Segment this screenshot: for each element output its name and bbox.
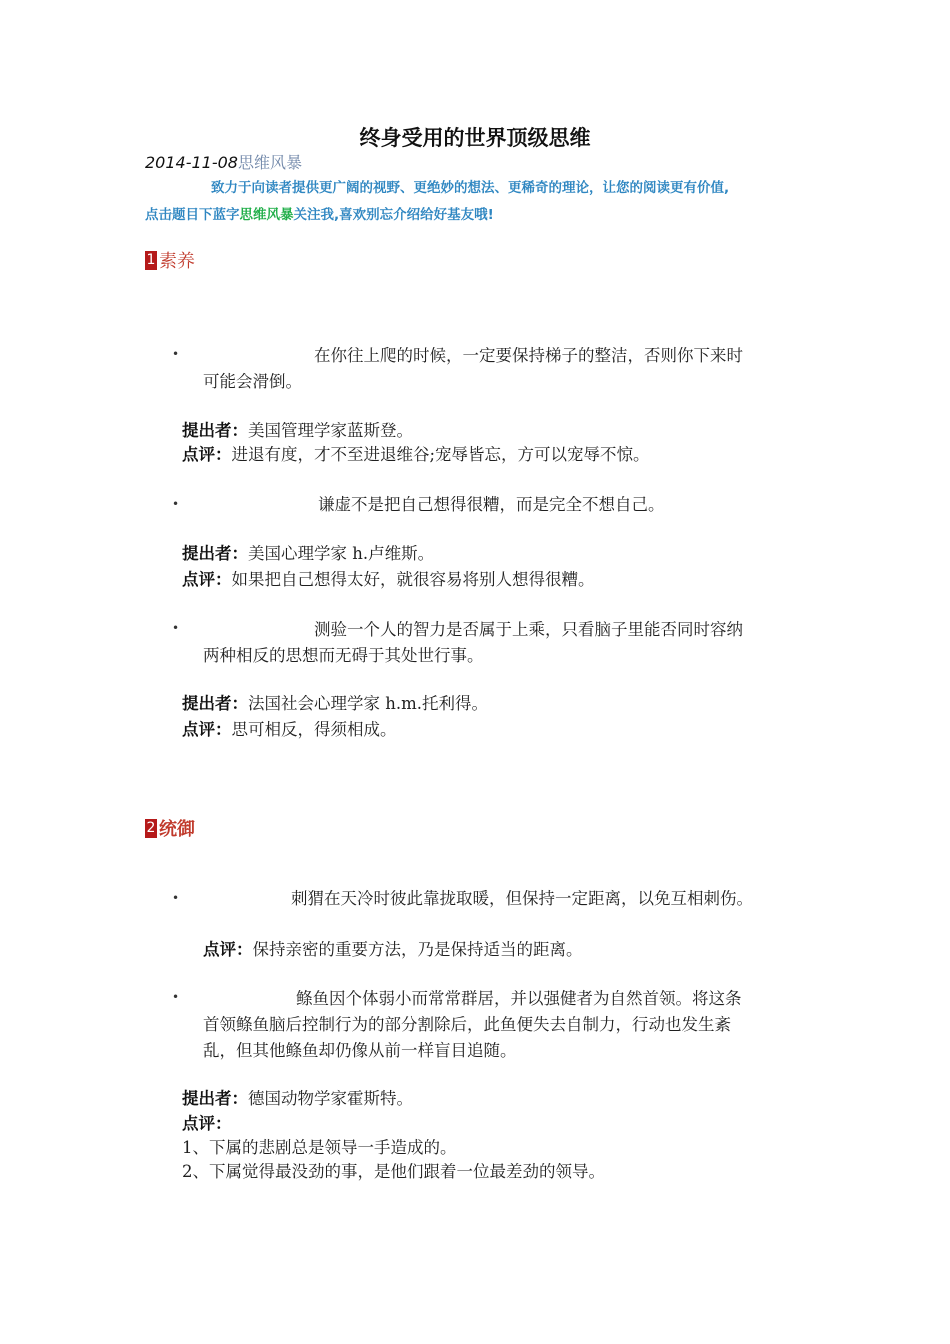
quote-line: 刺猬在天冷时彼此靠拢取暖，但保持一定距离，以免互相刺伤。 bbox=[291, 889, 753, 908]
proposer-line bbox=[182, 1086, 413, 1112]
quote-line: 乱，但其他鲦鱼却仍像从前一样盲目追随。 bbox=[203, 1041, 517, 1060]
comment-text: 如果把自己想得太好，就很容易将别人想得很糟。 bbox=[231, 570, 595, 589]
quote-line: 在你往上爬的时候，一定要保持梯子的整洁，否则你下来时 bbox=[314, 346, 743, 365]
publish-date: 2014-11-08 bbox=[145, 153, 238, 172]
section-label: 素养 bbox=[159, 251, 195, 272]
intro-line-2 bbox=[145, 202, 815, 229]
quote-line: 两种相反的思想而无碍于其处世行事。 bbox=[203, 646, 484, 665]
proposer-text: 法国社会心理学家 h.m.托利得。 bbox=[248, 694, 489, 713]
proposer-line bbox=[182, 418, 413, 444]
proposer-line bbox=[182, 691, 488, 717]
quote-line: 鲦鱼因个体弱小而常常群居，并以强健者为自然首领。将这条 bbox=[296, 989, 742, 1008]
comment-list-item: 1、下属的悲剧总是领导一手造成的。 bbox=[182, 1138, 457, 1157]
page-title: 终身受用的世界顶级思维 bbox=[359, 126, 591, 150]
comment-line bbox=[182, 567, 595, 593]
comment-line bbox=[182, 442, 650, 468]
quote-line: 测验一个人的智力是否属于上乘，只看脑子里能否同时容纳 bbox=[314, 620, 743, 639]
intro-line-1: 致力于向读者提供更广阔的视野、更绝妙的想法、更稀奇的理论，让您的阅读更有价值, bbox=[211, 180, 730, 196]
intro-prefix: 点击题目下蓝字 bbox=[145, 207, 240, 223]
comment-text: 思可相反，得须相成。 bbox=[231, 720, 397, 739]
comment-list-item: 2、下属觉得最没劲的事，是他们跟着一位最差劲的领导。 bbox=[182, 1162, 605, 1181]
comment-line bbox=[182, 1111, 232, 1137]
section-heading-2 bbox=[145, 815, 195, 841]
proposer-label: 提出者： bbox=[182, 544, 248, 563]
bullet-dot-icon: • bbox=[172, 497, 180, 511]
section-label: 统御 bbox=[159, 819, 195, 840]
comment-line bbox=[203, 937, 583, 963]
proposer-text: 美国心理学家 h.卢维斯。 bbox=[248, 544, 435, 563]
proposer-label: 提出者： bbox=[182, 1089, 248, 1108]
intro-suffix: 关注我,喜欢别忘介绍给好基友哦! bbox=[293, 207, 494, 223]
intro-source-link[interactable]: 思维风暴 bbox=[239, 207, 294, 223]
proposer-label: 提出者： bbox=[182, 694, 248, 713]
comment-label: 点评： bbox=[182, 570, 232, 589]
bullet-dot-icon: • bbox=[172, 347, 180, 361]
quote-line: 可能会滑倒。 bbox=[203, 372, 302, 391]
proposer-text: 德国动物学家霍斯特。 bbox=[248, 1089, 413, 1108]
comment-label: 点评： bbox=[182, 1114, 232, 1133]
bullet-dot-icon: • bbox=[172, 891, 180, 905]
comment-line bbox=[182, 717, 397, 743]
article-meta bbox=[145, 150, 302, 173]
proposer-label: 提出者： bbox=[182, 421, 248, 440]
comment-label: 点评： bbox=[182, 445, 232, 464]
comment-text: 保持亲密的重要方法，乃是保持适当的距离。 bbox=[252, 940, 583, 959]
quote-line: 谦虚不是把自己想得很糟，而是完全不想自己。 bbox=[318, 495, 665, 514]
bullet-dot-icon: • bbox=[172, 990, 180, 1004]
quote-line: 首领鲦鱼脑后控制行为的部分割除后，此鱼便失去自制力，行动也发生紊 bbox=[203, 1015, 731, 1034]
comment-label: 点评： bbox=[182, 720, 232, 739]
proposer-text: 美国管理学家蓝斯登。 bbox=[248, 421, 413, 440]
source-link[interactable]: 思维风暴 bbox=[237, 153, 302, 172]
bullet-dot-icon: • bbox=[172, 621, 180, 635]
intro-text bbox=[145, 175, 815, 229]
section-number: 2 bbox=[146, 819, 156, 836]
section-number: 1 bbox=[146, 251, 156, 268]
comment-text: 进退有度，才不至进退维谷;宠辱皆忘，方可以宠辱不惊。 bbox=[231, 445, 650, 464]
proposer-line bbox=[182, 541, 434, 567]
section-heading-1 bbox=[145, 247, 195, 273]
comment-label: 点评： bbox=[203, 940, 253, 959]
